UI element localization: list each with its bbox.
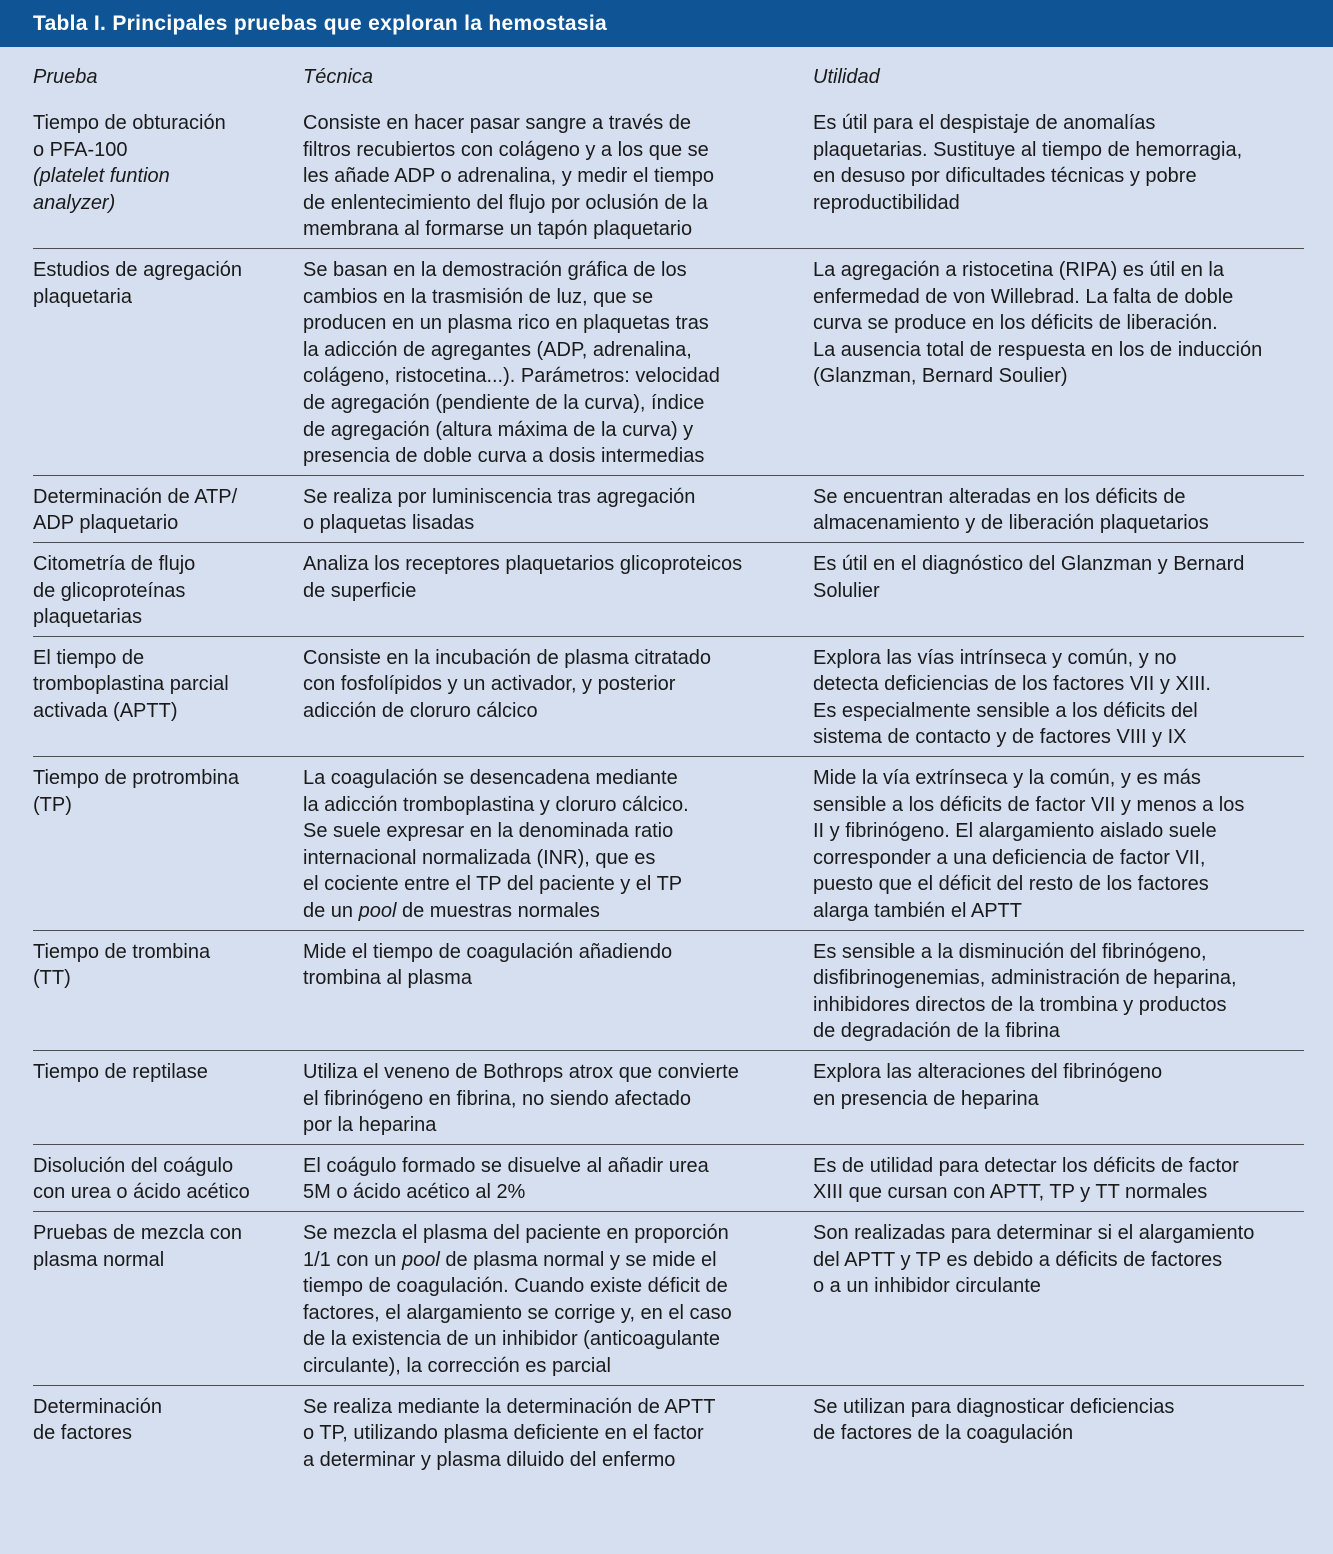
prueba-text: Tiempo de protrombina (TP) [33, 767, 240, 816]
table-row [33, 1144, 1304, 1211]
prueba-text: Citometría de flujo de glicoproteínas plaquetarias [33, 552, 196, 629]
cell-utilidad [813, 102, 1304, 248]
table-row [33, 757, 1304, 931]
tecnica-text: Mide el tiempo de coagulación añadiendo trombina al plasma [303, 940, 673, 990]
header-tecnica: Técnica [303, 66, 374, 88]
cell-utilidad [813, 1211, 1304, 1385]
table-row [33, 1385, 1304, 1478]
tecnica-text: Analiza los receptores plaquetarios glicoproteicos de superficie [303, 552, 743, 602]
prueba-text: Pruebas de mezcla con plasma normal [33, 1221, 243, 1271]
cell-utilidad [813, 636, 1304, 756]
tecnica-text: Se basan en la demostración gráfica de los cambios en la trasmisión de luz, que se producen en un plasma rico en plaquetas tras la adicción de agregantes (ADP, adrenalina, colágeno, ristocetina...). Parámetros: velocidad de agregación (pendiente de la curva), índice de agregación (altura máxima de la curva) y presencia de doble curva a dosis intermedias [303, 258, 720, 468]
utilidad-text: Se utilizan para diagnosticar deficiencias de factores de la coagulación [813, 1395, 1175, 1445]
tecnica-italic-term: pool [401, 1248, 440, 1271]
tecnica-text [303, 1220, 813, 1380]
cell-prueba [33, 542, 303, 636]
prueba-text: Determinación de ATP/ ADP plaquetario [33, 485, 238, 535]
utilidad-text: Es útil para el despistaje de anomalías plaquetarias. Sustituye al tiempo de hemorragia, en desuso por dificultades técnicas y pobre reproductibilidad [813, 112, 1243, 214]
utilidad-text: Es útil en el diagnóstico del Glanzman y Bernard Solulier [813, 552, 1245, 602]
tecnica-part-a: Se mezcla el plasma del paciente en proporción 1/1 con un [303, 1221, 729, 1271]
cell-tecnica [303, 102, 813, 248]
cell-tecnica [303, 248, 813, 475]
utilidad-text: Mide la vía extrínseca y la común, y es más sensible a los déficits de factor VII y menos a los II y fibrinógeno. El alargamiento aislado suele corresponder a una deficiencia de factor VII, puesto que el déficit del resto de los factores alarga también el APTT [813, 767, 1245, 923]
cell-utilidad [813, 1051, 1304, 1145]
table-row [33, 248, 1304, 475]
cell-tecnica [303, 1211, 813, 1385]
table-row [33, 542, 1304, 636]
header-prueba: Prueba [33, 66, 98, 88]
table-row [33, 102, 1304, 248]
cell-tecnica [303, 1144, 813, 1211]
prueba-text: Disolución del coágulo con urea o ácido acético [33, 1154, 250, 1204]
table-row [33, 1211, 1304, 1385]
cell-prueba [33, 636, 303, 756]
utilidad-text: Se encuentran alteradas en los déficits de almacenamiento y de liberación plaquetarios [813, 485, 1209, 535]
prueba-text: Tiempo de trombina (TT) [33, 940, 211, 990]
cell-tecnica [303, 757, 813, 931]
utilidad-text: Explora las alteraciones del fibrinógeno en presencia de heparina [813, 1061, 1163, 1110]
cell-prueba [33, 757, 303, 931]
table-title-bar [0, 0, 1333, 47]
cell-prueba [33, 1144, 303, 1211]
tecnica-text: El coágulo formado se disuelve al añadir urea 5M o ácido acético al 2% [303, 1154, 709, 1204]
table-row [33, 930, 1304, 1050]
tecnica-part-b: de muestras normales [396, 900, 600, 923]
table-row [33, 636, 1304, 756]
cell-prueba [33, 1051, 303, 1145]
utilidad-text: Es de utilidad para detectar los déficits de factor XIII que cursan con APTT, TP y TT normales [813, 1154, 1239, 1204]
tecnica-part-a: La coagulación se desencadena mediante la adicción tromboplastina y cloruro cálcico. Se suele expresar en la denominada ratio internacional normalizada (INR), que es el cociente entre el TP del paciente y el TP de un [303, 767, 689, 923]
prueba-italic-text: (platelet funtion analyzer) [33, 165, 170, 214]
cell-prueba [33, 475, 303, 542]
prueba-text: Determinación de factores [33, 1395, 162, 1445]
cell-tecnica [303, 930, 813, 1050]
prueba-text: Estudios de agregación plaquetaria [33, 258, 243, 308]
utilidad-text: Explora las vías intrínseca y común, y no detecta deficiencias de los factores VII y XIII. Es especialmente sensible a los déficits del sistema de contacto y de factores VIII y IX [813, 646, 1211, 749]
cell-utilidad [813, 542, 1304, 636]
cell-utilidad [813, 930, 1304, 1050]
cell-utilidad [813, 475, 1304, 542]
tecnica-text [303, 765, 813, 925]
cell-prueba [33, 930, 303, 1050]
utilidad-text: La agregación a ristocetina (RIPA) es útil en la enfermedad de von Willebrad. La falta de doble curva se produce en los déficits de liberación. La ausencia total de respuesta en los de inducción (Glanzman, Bernard Soulier) [813, 258, 1263, 388]
tecnica-text: Consiste en hacer pasar sangre a través de filtros recubiertos con colágeno y a los que se les añade ADP o adrenalina, y medir el tiempo de enlentecimiento del flujo por oclusión de la membrana al formarse un tapón plaquetario [303, 112, 714, 241]
tecnica-text: Consiste en la incubación de plasma citratado con fosfolípidos y un activador, y posterior adicción de cloruro cálcico [303, 646, 712, 722]
tecnica-part-b: de plasma normal y se mide el tiempo de coagulación. Cuando existe déficit de factores, el alargamiento se corrige y, en el caso de la existencia de un inhibidor (anticoagulante circulante), la corrección es parcial [303, 1248, 732, 1377]
cell-prueba [33, 1385, 303, 1478]
table-row [33, 1051, 1304, 1145]
header-utilidad: Utilidad [813, 66, 880, 88]
hemostasis-table [33, 47, 1304, 1478]
tecnica-text: Utiliza el veneno de Bothrops atrox que convierte el fibrinógeno en fibrina, no siendo afectado por la heparina [303, 1061, 739, 1137]
cell-utilidad [813, 248, 1304, 475]
cell-tecnica [303, 542, 813, 636]
cell-utilidad [813, 1144, 1304, 1211]
cell-tecnica [303, 475, 813, 542]
prueba-text: El tiempo de tromboplastina parcial activada (APTT) [33, 646, 229, 722]
utilidad-text: Son realizadas para determinar si el alargamiento del APTT y TP es debido a déficits de factores o a un inhibidor circulante [813, 1221, 1255, 1298]
header-row [33, 47, 1304, 102]
cell-tecnica [303, 1051, 813, 1145]
tecnica-italic-term: pool [358, 900, 397, 923]
prueba-text: Tiempo de obturación o PFA-100 [33, 112, 226, 161]
cell-prueba [33, 102, 303, 248]
cell-tecnica [303, 636, 813, 756]
tecnica-text: Se realiza por luminiscencia tras agregación o plaquetas lisadas [303, 485, 696, 535]
cell-utilidad [813, 757, 1304, 931]
table-row [33, 475, 1304, 542]
utilidad-text: Es sensible a la disminución del fibrinógeno, disfibrinogenemias, administración de heparina, inhibidores directos de la trombina y productos de degradación de la fibrina [813, 940, 1237, 1043]
prueba-text: Tiempo de reptilase [33, 1061, 208, 1083]
tecnica-text: Se realiza mediante la determinación de APTT o TP, utilizando plasma deficiente en el factor a determinar y plasma diluido del enfermo [303, 1395, 716, 1471]
cell-prueba [33, 1211, 303, 1385]
cell-prueba [33, 248, 303, 475]
cell-utilidad [813, 1385, 1304, 1478]
table-title: Tabla I. Principales pruebas que exploran la hemostasia [33, 11, 607, 35]
cell-tecnica [303, 1385, 813, 1478]
